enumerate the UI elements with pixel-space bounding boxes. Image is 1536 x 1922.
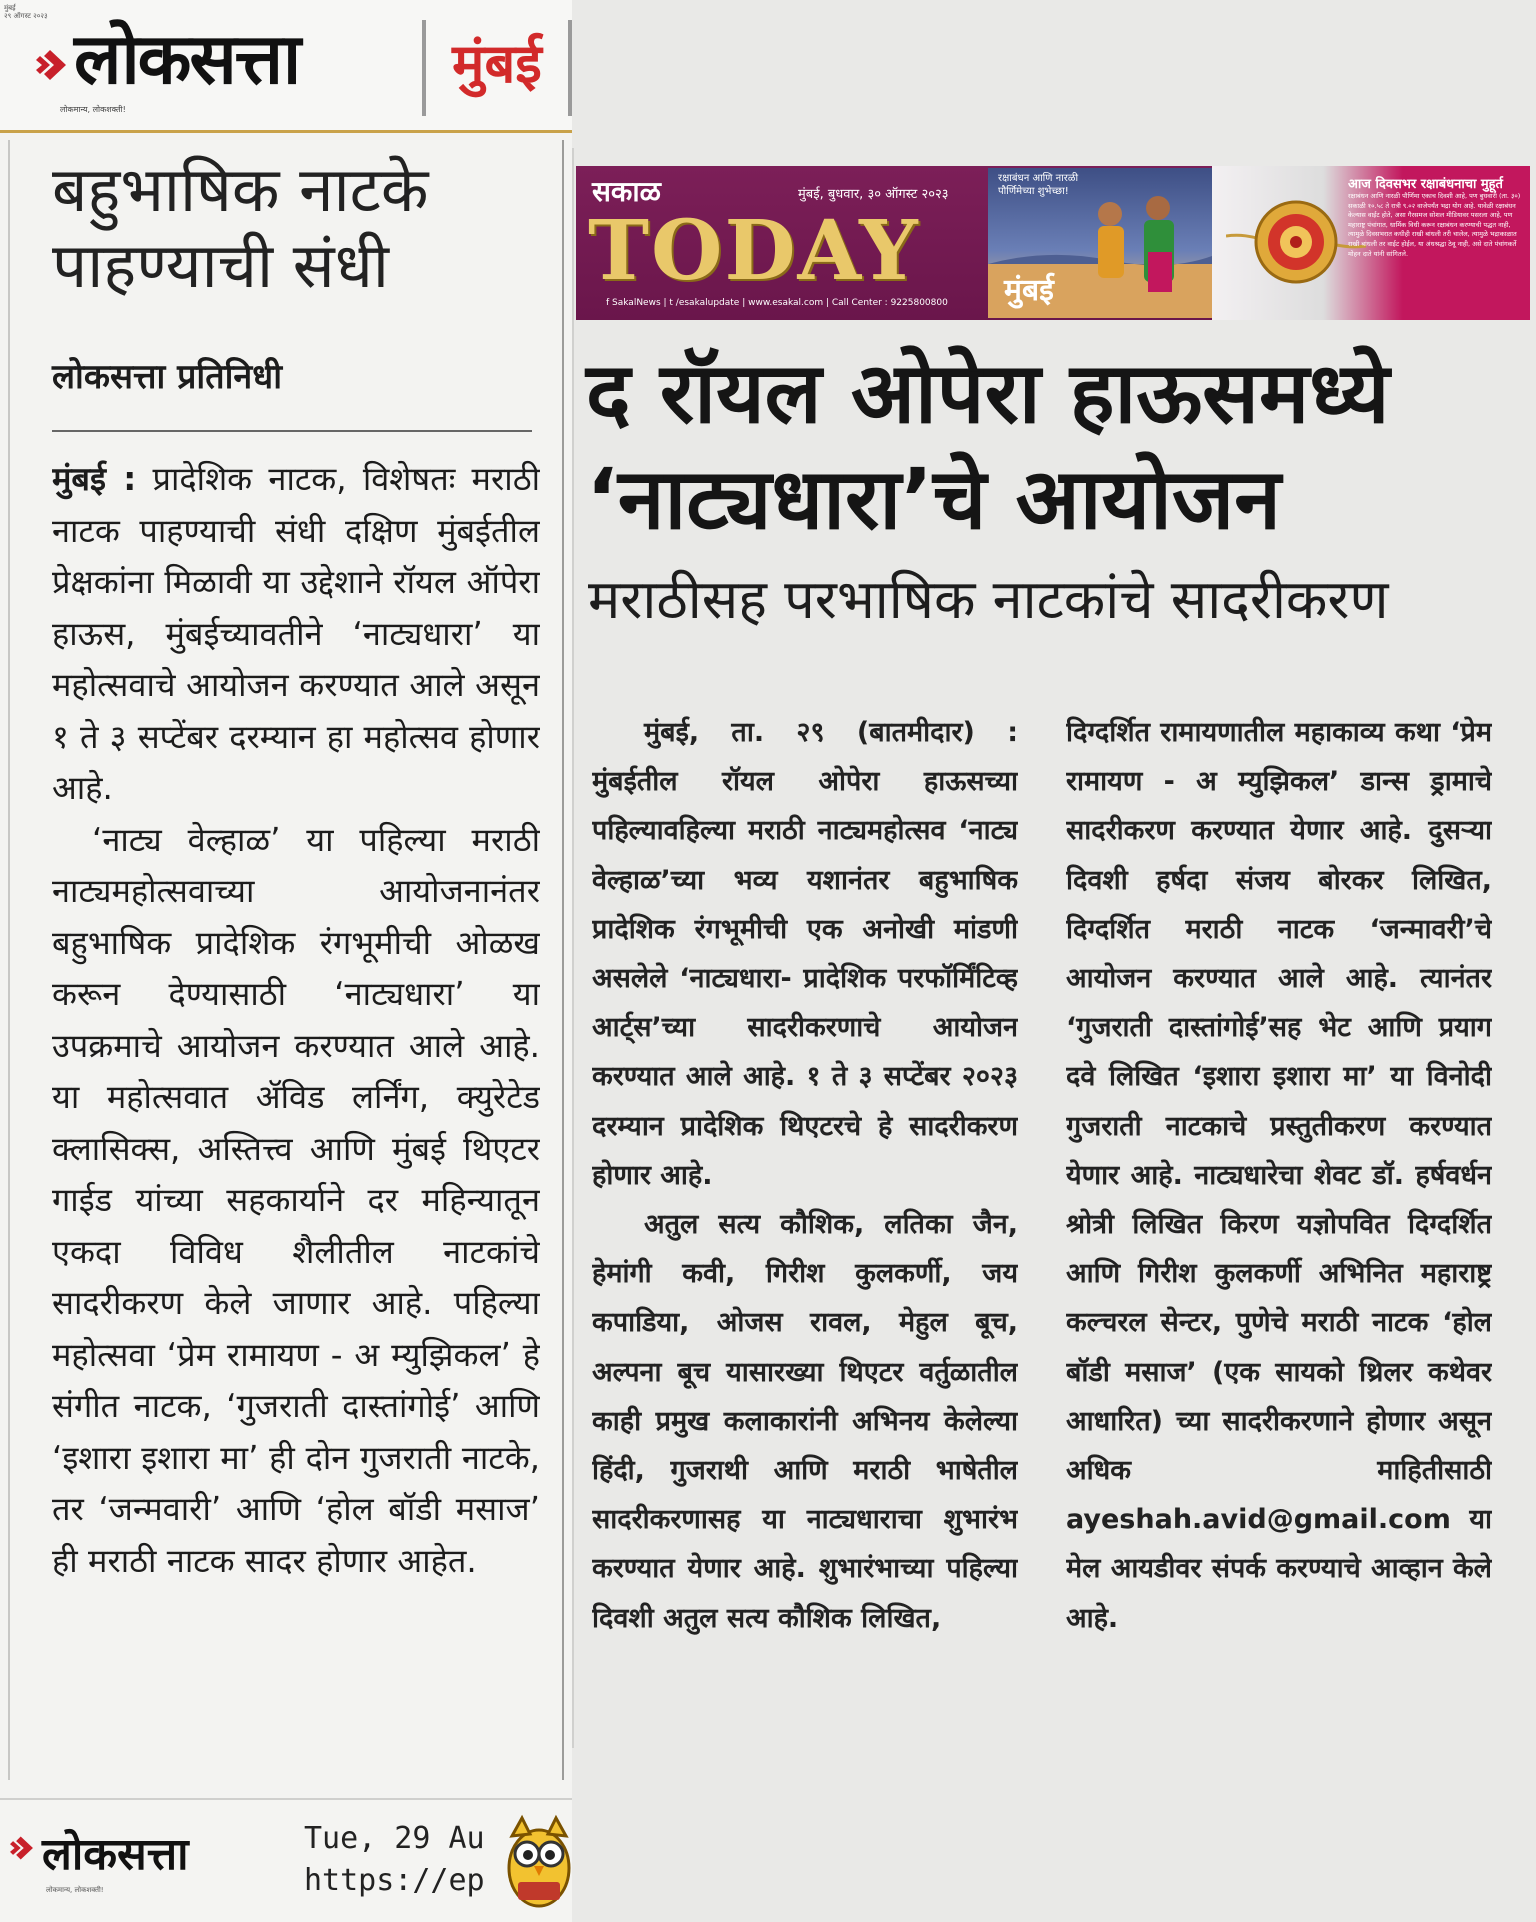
banner-date: मुंबई, बुधवार, ३० ऑगस्ट २०२३ <box>798 187 949 202</box>
loksatta-article <box>0 134 572 1794</box>
loksatta-logo-icon <box>36 50 70 80</box>
body-paragraph: अतुल सत्य कौशिक, लतिका जैन, हेमांगी कवी, गिरीश कुलकर्णी, जय कपाडिया, ओजस रावल, मेहुल बूच, अल्पना बूच यासारख्या थिएटर वर्तुळातील काही प्रमुख कलाकारांनी अभिनय केलेल्या हिंदी, गुजराथी आणि मराठी भाषेतील सादरीकरणासह या नाट्यधाराचा शुभारंभ करण्यात येणार आहे. शुभारंभाच्या पहिल्या दिवशी अतुल सत्य कौशिक लिखित, <box>592 1209 1018 1634</box>
today-wordmark: TODAY <box>588 203 920 299</box>
rakhi-icon <box>1226 172 1366 312</box>
byline-divider <box>52 430 532 432</box>
body-text: प्रादेशिक नाटक, विशेषतः मराठी नाटक पाहण्याची संधी दक्षिण मुंबईतील प्रेक्षकांना मिळावी या उद्देशाने रॉयल ऑपेरा हाऊस, मुंबईच्यावतीने ‘नाट्यधारा’ या महोत्सवाचे आयोजन करण्यात आले असून १ ते ३ सप्टेंबर दरम्यान हा महोत्सव होणार आहे. <box>52 460 540 807</box>
promo-text: रक्षाबंधन आणि नारळी पौर्णिमा एकाच दिवशी आहे, पण बुधवारी (ता. ३०) सकाळी १०.५८ ते रात्री ९.०२ वाजेपर्यंत भद्रा योग आहे. यावेळी रक्षाबंधन केल्यास वाईट होते, असा गैरसमज सोशल मीडियावर पसरला आहे, पण महाराष्ट्र पंचांगात, धार्मिक विधी करून रक्षाबंधन करण्याची पद्धत नाही, त्यामुळे दिवसभरात कधीही राखी बांधली तरी चालेल, त्यामुळे भद्राकाळात राखी बांधली तर वाईट होईल, या अंधश्रद्धा ठेवू नाही, असे दाते पंचांगकर्ते मोहन दाते यांनी सांगितले. <box>1348 192 1521 258</box>
stamp-date: Tue, 29 Au <box>304 1821 485 1856</box>
loksatta-logo: लोकसत्ता <box>74 18 300 100</box>
loksatta-footer <box>0 1798 572 1922</box>
banner-social-links: f SakalNews | t /esakalupdate | www.esakal.com | Call Center : 9225800800 <box>606 298 948 308</box>
photo-caption: रक्षाबंधन आणि नारळी पौर्णिमेच्या शुभेच्छा! <box>998 173 1079 197</box>
sakal-today-banner <box>576 166 1212 320</box>
article-column-1 <box>592 708 1018 1718</box>
body-paragraph: ‘नाट्य वेल्हाळ’ या पहिल्या मराठी नाट्यमहोत्सवाच्या आयोजनानंतर बहुभाषिक प्रादेशिक रंगभूमीची ओळख करून देण्यासाठी ‘नाट्यधारा’ या उपक्रमाचे आयोजन करण्यात आले आहे. या महोत्सवात ॲविड लर्निंग, क्युरेटेड क्लासिक्स, अस्तित्त्व आणि मुंबई थिएटर गाईड यांच्या सहकार्याने दर महिन्यातून एकदा विविध शैलीतील नाटकांचे सादरीकरण केले जाणार आहे. पहिल्या महोत्सवा ‘प्रेम रामायण - अ म्युझिकल’ हे संगीत नाटक, ‘गुजराती दास्तांगोई’ आणि ‘इशारा इशारा मा’ ही दोन गुजराती नाटके, तर ‘जन्मवारी’ आणि ‘होल बॉडी मसाज’ ही मराठी नाटक सादर होणार आहेत. <box>52 820 540 1580</box>
stamp-url: https://ep <box>304 1863 485 1898</box>
masthead-tagline: लोकमान्य, लोकशक्ती! <box>60 105 126 114</box>
epaper-stamp <box>304 1818 490 1902</box>
banner-city: मुंबई <box>1004 273 1054 308</box>
article-byline: लोकसत्ता प्रतिनिधी <box>52 357 283 397</box>
clipping-divider <box>572 148 574 1748</box>
headline-line: ‘नाट्यधारा’चे आयोजन <box>586 450 1281 548</box>
promo-heading: आज दिवसभर रक्षाबंधनाचा मुहूर्त <box>1348 177 1503 192</box>
article-headline <box>586 340 1526 552</box>
headline-line: द रॉयल ओपेरा हाऊसमध्ये <box>586 344 1390 442</box>
rakhi-promo-panel <box>1212 166 1530 320</box>
article-subheadline: मराठीसह परभाषिक नाटकांचे सादरीकरण <box>588 568 1389 631</box>
loksatta-clipping <box>0 0 572 1920</box>
headline-line: पाहण्याची संधी <box>52 229 389 302</box>
loksatta-logo-icon <box>10 1836 36 1860</box>
sakal-brand: सकाळ <box>592 175 661 208</box>
footer-logo: लोकसत्ता <box>42 1829 189 1880</box>
article-column-2 <box>1066 708 1492 1718</box>
festival-photo <box>988 168 1212 318</box>
sakal-clipping <box>572 148 1536 1748</box>
headline-line: बहुभाषिक नाटके <box>52 153 429 226</box>
article-headline <box>52 152 552 304</box>
footer-tagline: लोकमान्य, लोकशक्ती! <box>46 1886 104 1894</box>
body-paragraph: मुंबई, ता. २९ (बातमीदार) : मुंबईतील रॉयल ओपेरा हाऊसच्या पहिल्यावहिल्या मराठी नाट्यमहोत्सव ‘नाट्य वेल्हाळ’च्या भव्य यशानंतर बहुभाषिक प्रादेशिक रंगभूमीची एक अनोखी मांडणी असलेले ‘नाट्यधारा- प्रादेशिक परफॉर्मिंटिव्ह आर्ट्स’च्या सादरीकरणाचे आयोजन करण्यात आले आहे. १ ते ३ सप्टेंबर २०२३ दरम्यान प्रादेशिक थिएटरचे हे सादरीकरण होणार आहे. <box>592 717 1018 1191</box>
edition-label: मुंबई <box>422 20 572 116</box>
dateline-lead: मुंबई : <box>52 460 137 498</box>
loksatta-masthead <box>0 0 572 133</box>
body-paragraph <box>52 454 540 815</box>
owl-mascot-icon <box>504 1810 574 1910</box>
article-body <box>52 454 540 1754</box>
masthead-dateline: मुंबई २९ ऑगस्ट २०२३ <box>4 4 48 20</box>
body-paragraph: दिग्दर्शित रामायणातील महाकाव्य कथा ‘प्रेम रामायण - अ म्युझिकल’ डान्स ड्रामाचे सादरीकरण करण्यात येणार आहे. दुसऱ्या दिवशी हर्षदा संजय बोरकर लिखित, दिग्दर्शित मराठी नाटक ‘जन्मावरी’चे आयोजन करण्यात आले आहे. त्यानंतर ‘गुजराती दास्तांगोई’सह भेट आणि प्रयाग दवे लिखित ‘इशारा इशारा मा’ या विनोदी गुजराती नाटकाचे प्रस्तुतीकरण करण्यात येणार आहे. नाट्यधारेचा शेवट डॉ. हर्षवर्धन श्रोत्री लिखित किरण यज्ञोपवित दिग्दर्शित आणि गिरीश कुलकर्णी अभिनित महाराष्ट्र कल्चरल सेन्टर, पुणेचे मराठी नाटक ‘होल बॉडी मसाज’ (एक सायको थ्रिलर कथेवर आधारित) च्या सादरीकरणाने होणार असून अधिक माहितीसाठी ayeshah.avid@gmail.com या मेल आयडीवर संपर्क करण्याचे आव्हान केले आहे. <box>1066 717 1492 1634</box>
